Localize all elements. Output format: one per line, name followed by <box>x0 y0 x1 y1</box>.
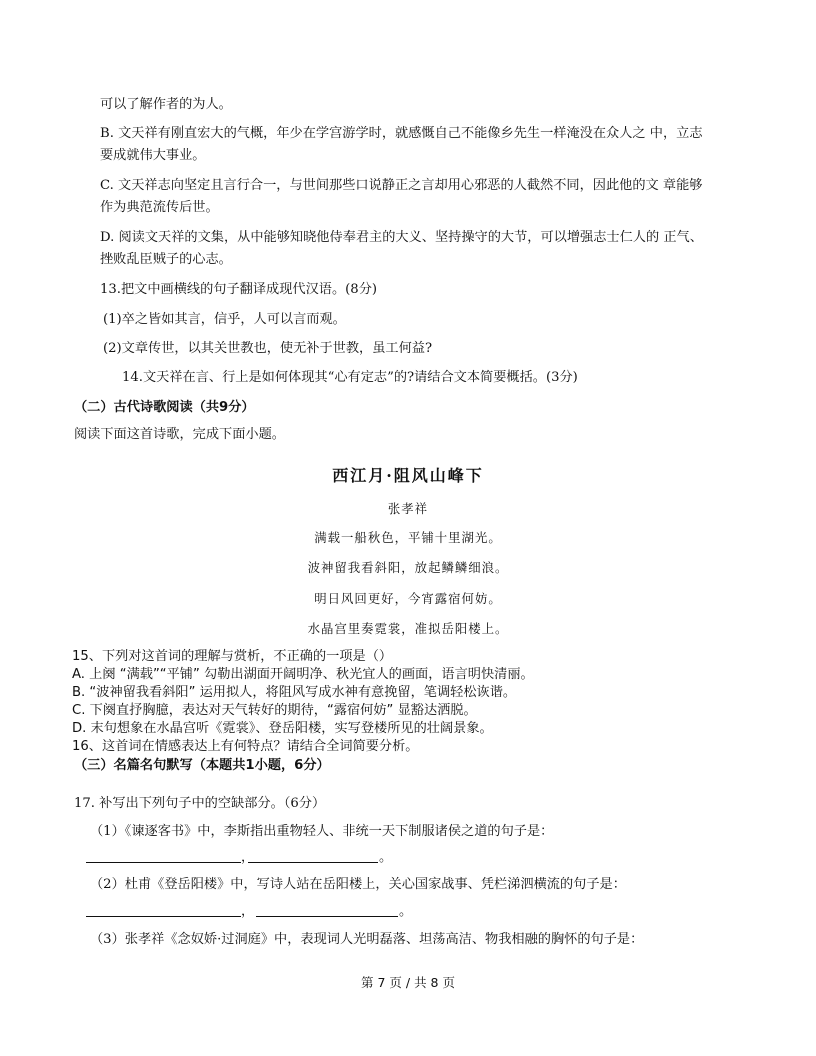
q16-stem: 16、这首词在情感表达上有何特点？请结合全词简要分析。 <box>72 739 419 754</box>
poem-line-1: 满载一船秋色，平铺十里湖光。 <box>314 530 502 545</box>
q12-line-a-end: 可以了解作者的为人。 <box>100 97 232 112</box>
q17-item1-comma: ， <box>241 850 255 865</box>
q12-option-b-line1: B. 文天祥有刚直宏大的气概，年少在学宫游学时，就感慨自己不能像乡先生一样淹没在众人之 中，立志 <box>100 126 703 141</box>
q17-stem: 17. 补写出下列句子中的空缺部分。（6分） <box>74 796 326 811</box>
q15-option-c: C. 下阕直抒胸臆，表达对天气转好的期待，“露宿何妨” 显豁达洒脱。 <box>72 703 477 718</box>
q13-item-2: (2)文章传世，以其关世教也，使无补于世教，虽工何益? <box>103 341 433 356</box>
poem-author: 张孝祥 <box>387 501 429 516</box>
poem-title: 西江月·阻风山峰下 <box>332 466 484 485</box>
section2-heading: （二）古代诗歌阅读（共9分） <box>74 400 255 415</box>
q17-item2-blank-1[interactable] <box>86 916 241 917</box>
poem-line-4: 水晶宫里奏霓裳，准拟岳阳楼上。 <box>307 621 509 636</box>
poem-line-2: 波神留我看斜阳，放起鳞鳞细浪。 <box>307 560 509 575</box>
q12-option-b-line2: 要成就伟大事业。 <box>100 148 206 163</box>
q15-option-d: D. 末句想象在水晶宫听《霓裳》、登岳阳楼，实写登楼所见的壮阔景象。 <box>72 721 493 736</box>
poem-line-3: 明日风回更好，今宵露宿何妨。 <box>314 591 502 606</box>
q17-item2-blank-2[interactable] <box>256 916 398 917</box>
q13-stem: 13.把文中画横线的句子翻译成现代汉语。(8分) <box>100 282 378 297</box>
q15-stem: 15、下列对这首词的理解与赏析，不正确的一项是（） <box>72 649 393 664</box>
q12-option-d-line1: D. 阅读文天祥的文集，从中能够知晓他侍奉君主的大义、坚持操守的大节，可以增强志士仁人的 正气、 <box>100 230 703 245</box>
q14-stem: 14.文天祥在言、行上是如何体现其“心有定志”的?请结合文本简要概括。(3分) <box>122 370 578 385</box>
q17-item1-blank-2[interactable] <box>248 862 378 863</box>
q17-item-2: （2）杜甫《登岳阳楼》中，写诗人站在岳阳楼上，关心国家战事、凭栏涕泗横流的句子是： <box>90 877 626 892</box>
section3-heading: （三）名篇名句默写（本题共1小题，6分） <box>74 758 330 773</box>
q17-item1-blank-1[interactable] <box>86 862 241 863</box>
q15-option-b: B. “波神留我看斜阳” 运用拟人，将阻风写成水神有意挽留，笔调轻松诙谐。 <box>72 685 517 700</box>
q17-item1-period: 。 <box>379 850 393 865</box>
q17-item-1: （1）《谏逐客书》中，李斯指出重物轻人、非统一天下制服诸侯之道的句子是： <box>90 824 554 839</box>
q12-option-c-line1: C. 文天祥志向坚定且言行合一，与世间那些口说静正之言却用心邪恶的人截然不同，因此他的文 章能够 <box>100 178 703 193</box>
section2-intro: 阅读下面这首诗歌，完成下面小题。 <box>74 427 285 442</box>
q17-item-3: （3）张孝祥《念奴娇·过洞庭》中，表现词人光明磊落、坦荡高洁、物我相融的胸怀的句子是： <box>90 932 644 947</box>
q17-item2-period: 。 <box>399 904 413 919</box>
q12-option-d-line2: 挫败乱臣贼子的心志。 <box>100 252 232 267</box>
page-footer: 第 7 页 / 共 8 页 <box>361 975 455 990</box>
q12-option-c-line2: 作为典范流传后世。 <box>100 200 219 215</box>
q13-item-1: (1)卒之皆如其言，信乎，人可以言而观。 <box>103 312 346 327</box>
q17-item2-comma: ， <box>241 904 255 919</box>
q15-option-a: A. 上阕 “满载”“平铺” 勾勒出湖面开阔明净、秋光宜人的画面，语言明快清丽。 <box>72 667 534 682</box>
